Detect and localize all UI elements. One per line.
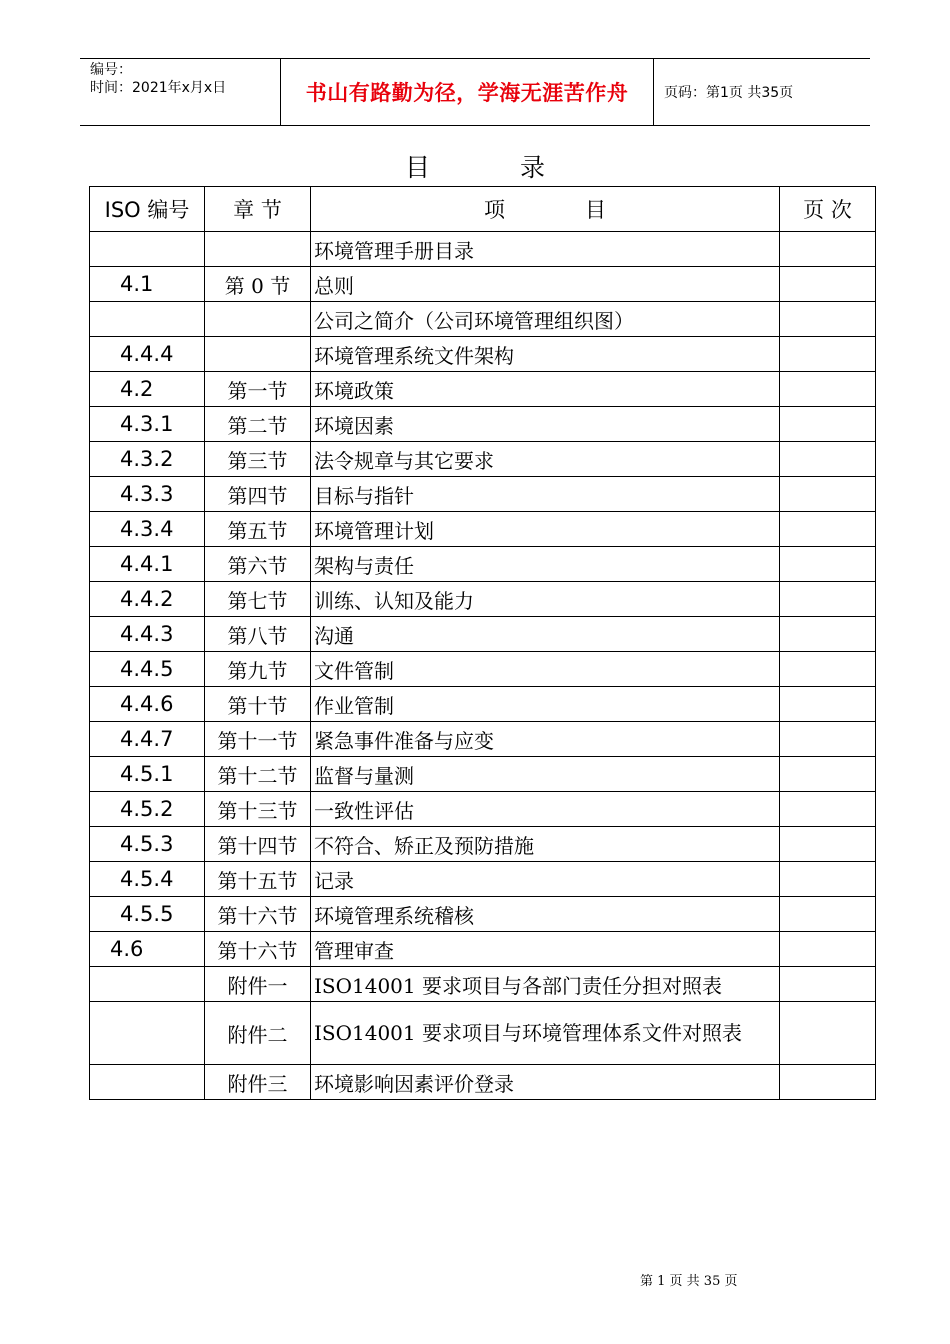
table-row	[90, 827, 876, 862]
row-item: 文件管制	[311, 652, 780, 687]
row-page	[780, 827, 876, 862]
row-page	[780, 267, 876, 302]
table-header-row	[90, 187, 876, 232]
row-iso-number: 4.4.5	[90, 652, 205, 687]
row-item: 监督与量测	[311, 757, 780, 792]
row-page	[780, 232, 876, 267]
table-row	[90, 617, 876, 652]
table-row	[90, 722, 876, 757]
header-chapter: 章 节	[205, 187, 311, 232]
row-iso-number: 4.4.6	[90, 687, 205, 722]
row-page	[780, 792, 876, 827]
row-page	[780, 407, 876, 442]
header-iso-number: ISO 编号	[90, 187, 205, 232]
row-chapter: 附件一	[205, 967, 311, 1002]
row-item: 公司之简介（公司环境管理组织图）	[311, 302, 780, 337]
row-chapter: 第六节	[205, 547, 311, 582]
row-iso-number: 4.4.7	[90, 722, 205, 757]
row-chapter: 附件三	[205, 1065, 311, 1100]
row-iso-number	[90, 232, 205, 267]
row-chapter: 第五节	[205, 512, 311, 547]
header-item: 项 目	[311, 187, 780, 232]
table-row	[90, 932, 876, 967]
row-chapter: 第十六节	[205, 932, 311, 967]
table-row	[90, 757, 876, 792]
row-item: 沟通	[311, 617, 780, 652]
row-chapter	[205, 232, 311, 267]
row-item: 总则	[311, 267, 780, 302]
row-chapter: 第九节	[205, 652, 311, 687]
row-page	[780, 547, 876, 582]
row-item: 环境管理手册目录	[311, 232, 780, 267]
table-row	[90, 407, 876, 442]
row-page	[780, 512, 876, 547]
row-iso-number	[90, 302, 205, 337]
header-motto: 书山有路勤为径，学海无涯苦作舟	[305, 80, 629, 105]
row-item: 环境管理系统文件架构	[311, 337, 780, 372]
row-iso-number	[90, 1002, 205, 1065]
table-row	[90, 897, 876, 932]
document-title	[0, 148, 950, 184]
table-row	[90, 1002, 876, 1065]
row-iso-number: 4.1	[90, 267, 205, 302]
table-row	[90, 302, 876, 337]
table-row	[90, 1065, 876, 1100]
header-page: 页 次	[780, 187, 876, 232]
table-row	[90, 547, 876, 582]
row-chapter: 第四节	[205, 477, 311, 512]
table-row	[90, 442, 876, 477]
row-item: 环境管理计划	[311, 512, 780, 547]
row-chapter: 第十六节	[205, 897, 311, 932]
row-chapter: 第七节	[205, 582, 311, 617]
row-page	[780, 582, 876, 617]
row-iso-number: 4.3.1	[90, 407, 205, 442]
table-row	[90, 792, 876, 827]
row-iso-number	[90, 1065, 205, 1100]
row-chapter: 第十二节	[205, 757, 311, 792]
page-header	[80, 58, 870, 126]
row-chapter: 第十一节	[205, 722, 311, 757]
row-chapter: 第十三节	[205, 792, 311, 827]
row-item: 法令规章与其它要求	[311, 442, 780, 477]
row-iso-number: 4.4.2	[90, 582, 205, 617]
row-page	[780, 1002, 876, 1065]
table-row	[90, 967, 876, 1002]
row-chapter: 第一节	[205, 372, 311, 407]
row-page	[780, 862, 876, 897]
table-row	[90, 862, 876, 897]
row-chapter: 附件二	[205, 1002, 311, 1065]
row-chapter	[205, 302, 311, 337]
row-page	[780, 477, 876, 512]
row-item: 架构与责任	[311, 547, 780, 582]
row-item: 一致性评估	[311, 792, 780, 827]
row-page	[780, 372, 876, 407]
row-iso-number	[90, 967, 205, 1002]
row-page	[780, 1065, 876, 1100]
row-iso-number: 4.4.3	[90, 617, 205, 652]
page-footer: 第 1 页 共 35 页	[640, 1274, 738, 1289]
row-page	[780, 687, 876, 722]
row-chapter: 第十节	[205, 687, 311, 722]
row-item: 管理审查	[311, 932, 780, 967]
row-item: 目标与指针	[311, 477, 780, 512]
row-item: 作业管制	[311, 687, 780, 722]
row-iso-number: 4.4.1	[90, 547, 205, 582]
row-item: 环境影响因素评价登录	[311, 1065, 780, 1100]
row-iso-number: 4.2	[90, 372, 205, 407]
table-of-contents	[89, 186, 876, 1100]
row-item: ISO14001 要求项目与各部门责任分担对照表	[311, 967, 780, 1002]
row-iso-number: 4.3.2	[90, 442, 205, 477]
row-page	[780, 722, 876, 757]
table-row	[90, 652, 876, 687]
row-iso-number: 4.5.3	[90, 827, 205, 862]
table-row	[90, 372, 876, 407]
row-chapter: 第十四节	[205, 827, 311, 862]
row-page	[780, 897, 876, 932]
row-chapter: 第二节	[205, 407, 311, 442]
row-page	[780, 302, 876, 337]
row-iso-number: 4.5.1	[90, 757, 205, 792]
row-page	[780, 967, 876, 1002]
row-page	[780, 652, 876, 687]
table-row	[90, 232, 876, 267]
row-page	[780, 617, 876, 652]
row-item: 记录	[311, 862, 780, 897]
row-page	[780, 442, 876, 477]
header-page-info: 页码：第1页 共35页	[664, 85, 794, 101]
title-char-right: 录	[520, 153, 546, 182]
row-chapter: 第八节	[205, 617, 311, 652]
row-chapter: 第三节	[205, 442, 311, 477]
row-chapter: 第 0 节	[205, 267, 311, 302]
row-item: 环境政策	[311, 372, 780, 407]
row-iso-number: 4.3.3	[90, 477, 205, 512]
row-item: 训练、认知及能力	[311, 582, 780, 617]
table-row	[90, 582, 876, 617]
row-chapter: 第十五节	[205, 862, 311, 897]
row-page	[780, 337, 876, 372]
row-iso-number: 4.5.2	[90, 792, 205, 827]
table-row	[90, 477, 876, 512]
document-number-label: 编号：	[90, 62, 132, 78]
row-page	[780, 932, 876, 967]
row-item: 紧急事件准备与应变	[311, 722, 780, 757]
row-iso-number: 4.5.4	[90, 862, 205, 897]
row-iso-number: 4.6	[90, 932, 205, 967]
document-date: 时间：2021年x月x日	[90, 80, 227, 96]
table-row	[90, 337, 876, 372]
row-item: 环境因素	[311, 407, 780, 442]
row-chapter	[205, 337, 311, 372]
table-row	[90, 512, 876, 547]
row-iso-number: 4.3.4	[90, 512, 205, 547]
row-item: ISO14001 要求项目与环境管理体系文件对照表	[311, 1002, 780, 1065]
title-char-left: 目	[404, 153, 430, 182]
row-page	[780, 757, 876, 792]
table-row	[90, 267, 876, 302]
row-iso-number: 4.5.5	[90, 897, 205, 932]
row-item: 不符合、矫正及预防措施	[311, 827, 780, 862]
header-motto-cell	[281, 59, 654, 125]
header-meta	[80, 59, 281, 125]
table-row	[90, 687, 876, 722]
row-iso-number: 4.4.4	[90, 337, 205, 372]
row-item: 环境管理系统稽核	[311, 897, 780, 932]
